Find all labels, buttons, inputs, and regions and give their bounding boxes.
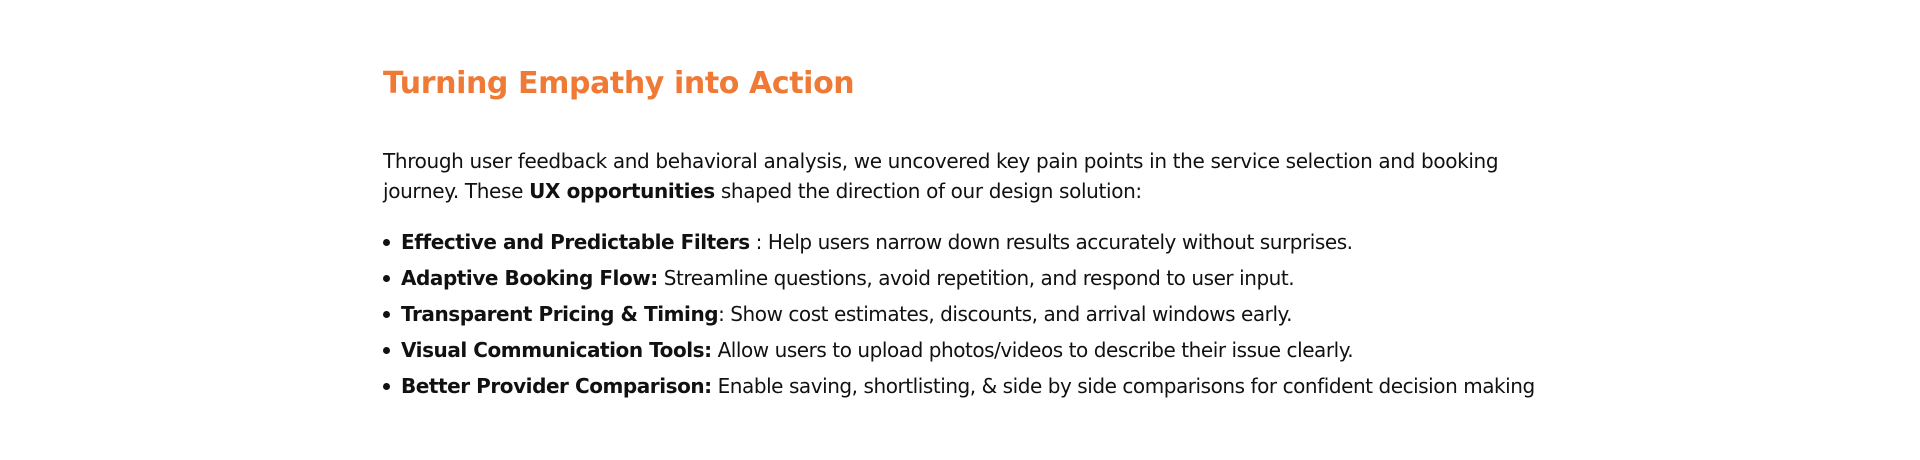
opportunity-item [383, 368, 1563, 404]
opportunity-description: : Show cost estimates, discounts, and arrival windows early. [718, 302, 1292, 326]
bullet-icon [383, 311, 390, 318]
opportunity-description: Allow users to upload photos/videos to describe their issue clearly. [711, 338, 1354, 362]
bullet-icon [383, 239, 390, 246]
intro-text-before: Through user feedback and behavioral analysis, we uncovered key pain points in the service selection and booking journey. These [383, 149, 1499, 203]
opportunity-term: Visual Communication Tools: [401, 338, 712, 362]
opportunity-term: Better Provider Comparison: [401, 374, 712, 398]
opportunity-item [383, 296, 1563, 332]
intro-emphasis: UX opportunities [529, 179, 715, 203]
intro-text-after: shaped the direction of our design solution: [714, 179, 1142, 203]
opportunity-term: Effective and Predictable Filters [401, 230, 750, 254]
opportunity-item [383, 332, 1563, 368]
opportunity-term: Transparent Pricing & Timing [401, 302, 719, 326]
opportunity-description: : Help users narrow down results accurately without surprises. [749, 230, 1353, 254]
opportunity-item [383, 224, 1563, 260]
opportunities-list [383, 224, 1563, 404]
opportunity-description: Streamline questions, avoid repetition, and respond to user input. [657, 266, 1295, 290]
bullet-icon [383, 275, 390, 282]
opportunity-description: Enable saving, shortlisting, & side by side comparisons for confident decision making [711, 374, 1535, 398]
bullet-icon [383, 383, 390, 390]
opportunity-term: Adaptive Booking Flow: [401, 266, 658, 290]
bullet-icon [383, 347, 390, 354]
opportunity-item [383, 260, 1563, 296]
content-section [383, 62, 1543, 398]
section-heading: Turning Empathy into Action [383, 66, 855, 101]
intro-paragraph [383, 146, 1543, 206]
